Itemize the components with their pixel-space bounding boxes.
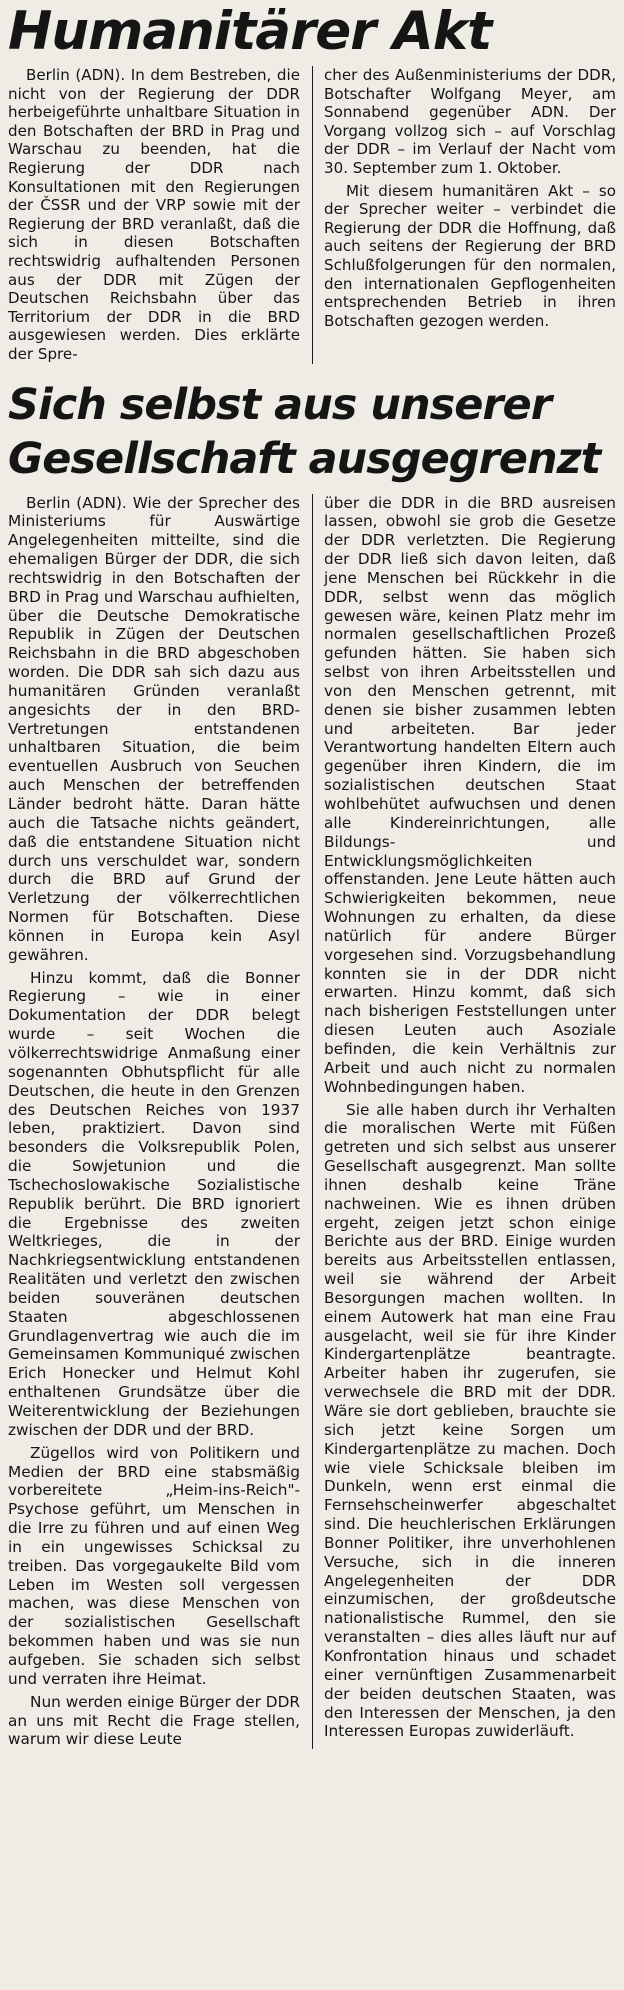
article-humanitaerer-akt [8,1,616,364]
column-divider [312,66,313,364]
paragraph: Mit diesem humanitären Akt – so der Sprecher weiter – verbindet die Regierung der DDR die Hoffnung, daß auch seitens der Regierung der BRD Schlußfolgerungen für den normalen, den internationalen Gepflogenheiten entsprechenden Betrieb in ihren Botschaften gezogen werden. [324,181,616,330]
paragraph: Berlin (ADN). Wie der Sprecher des Ministeriums für Auswärtige Angelegenheiten mitteilte, sind die ehemaligen Bürger der DDR, die sich rechtswidrig in den Botschaften der BRD in Prag und Warschau aufhielten, über die Deutsche Demokratische Republik in Zügen der Deutschen Reichsbahn in die BRD abgeschoben worden. Die DDR sah sich dazu aus humanitären Gründen veranlaßt angesichts der in den BRD-Vertretungen entstandenen unhaltbaren Situation, die beim eventuellen Ausbruch von Seuchen auch Menschen der betreffenden Länder bedroht hätte. Daran hätte auch die Tatsache nichts geändert, daß die entstandene Situation nicht durch uns verschuldet war, sondern durch die BRD auf Grund der Verletzung der völkerrechtlichen Normen für Botschaften. Diese können in Europa kein Asyl gewähren. [8,493,300,964]
headline-line: Gesellschaft ausgegrenzt [8,433,601,484]
paragraph: über die DDR in die BRD ausreisen lassen, obwohl sie grob die Gesetze der DDR verletzten. Die Regierung der DDR ließ sich davon leiten, daß jene Menschen bei Rückkehr in die DDR, selbst wenn das möglich gewesen wäre, keinen Platz mehr im normalen gesellschaftlichen Prozeß gefunden hätten. Sie haben sich selbst von ihren Arbeitsstellen und von den Menschen getrennt, mit denen sie bisher zusammen lebten und arbeiteten. Bar jeder Verantwortung handelten Eltern auch gegenüber ihren Kindern, die im sozialistischen deutschen Staat wohlbehütet aufwuchsen und denen alle Kindereinrichtungen, alle Bildungs- und Entwicklungsmöglichkeiten offenstanden. Jene Leute hätten auch Schwierigkeiten bekommen, neue Wohnungen zu erhalten, da diese natürlich für andere Bürger vorgesehen sind. Vorzugsbehandlung konnten sie in der DDR nicht erwarten. Hinzu kommt, daß sich nach bisherigen Feststellungen unter diesen Leuten auch Asoziale befinden, die kein Verhältnis zur Arbeit und auch nicht zu normalen Wohnbedingungen haben. [324,493,616,1096]
paragraph: Berlin (ADN). In dem Bestreben, die nicht von der Regierung der DDR herbeigeführte unhaltbare Situation in den Botschaften der BRD in Prag und Warschau zu beenden, hat die Regierung der DDR nach Konsultationen mit den Regierungen der ČSSR und der VRP sowie mit der Regierung der BRD veranlaßt, daß die sich in diesen Botschaften rechtswidrig aufhaltenden Personen aus der DDR mit Zügen der Deutschen Reichsbahn über das Territorium der DDR in die BRD ausgewiesen werden. Dies erklärte der Spre- [8,66,300,363]
column-left [8,66,300,364]
headline: Humanitärer Akt [8,1,492,62]
headline-line: Sich selbst aus unserer [8,379,551,430]
column-right [324,66,616,364]
column-left [8,494,300,1750]
paragraph: Nun werden einige Bürger der DDR an uns mit Recht die Frage stellen, warum wir diese Leute [8,1692,300,1749]
article-columns [8,66,616,364]
column-divider [312,494,313,1750]
article-ausgegrenzt [8,378,616,1750]
headline [8,378,616,486]
paragraph: cher des Außenministeriums der DDR, Botschafter Wolfgang Meyer, am Sonnabend gegenüber ADN. Der Vorgang vollzog sich – auf Vorschlag der DDR – im Verlauf der Nacht vom 30. September zum 1. Oktober. [324,66,616,177]
paragraph: Zügellos wird von Politikern und Medien der BRD eine stabsmäßig vorbereitete „Heim-ins-Reich"-Psychose geführt, um Menschen in die Irre zu führen und auf einen Weg in ein ungewisses Schicksal zu treiben. Das vorgegaukelte Bild vom Leben im Westen soll vergessen machen, was diese Menschen von der sozialistischen Gesellschaft bekommen haben und was sie nun aufgeben. Sie schaden sich selbst und verraten ihre Heimat. [8,1443,300,1688]
paragraph: Sie alle haben durch ihr Verhalten die moralischen Werte mit Füßen getreten und sich selbst aus unserer Gesellschaft ausgegrenzt. Man sollte ihnen deshalb keine Träne nachweinen. Wie es ihnen drüben ergeht, zeigen jetzt schon einige Berichte aus der BRD. Einige wurden bereits aus Arbeitsstellen entlassen, weil sie während der Arbeit Besorgungen machen wollten. In einem Autowerk hat man eine Frau ausgelacht, weil sie für ihre Kinder Kindergartenplätze beantragte. Arbeiter haben ihr zugerufen, sie verwechsele die BRD mit der DDR. Wäre sie dort geblieben, brauchte sie sich jetzt keine Sorgen um Kindergartenplätze zu machen. Doch wie viele Schicksale bleiben im Dunkeln, wenn erst einmal die Fernsehscheinwerfer abgeschaltet sind. Die heuchlerischen Erklärungen Bonner Politiker, ihre unverhohlenen Versuche, sich in die inneren Angelegenheiten der DDR einzumischen, der großdeutsche nationalistische Rummel, den sie veranstalten – dies alles läuft nur auf Konfrontation hinaus und schadet einer vernünftigen Zusammenarbeit der beiden deutschen Staaten, was den Interessen der Menschen, ja den Interessen Europas zuwiderläuft. [324,1100,616,1741]
paragraph: Hinzu kommt, daß die Bonner Regierung – wie in einer Dokumentation der DDR belegt wurde – seit Wochen die völkerrechtswidrige Anmaßung einer sogenannten Obhutspflicht für alle Deutschen, die heute in den Grenzen des Deutschen Reiches von 1937 leben, praktiziert. Davon sind besonders die Volksrepublik Polen, die Sowjetunion und die Tschechoslowakische Sozialistische Republik berührt. Die BRD ignoriert die Ergebnisse des zweiten Weltkrieges, die in der Nachkriegsentwicklung entstandenen Realitäten und verletzt den zwischen beiden souveränen deutschen Staaten abgeschlossenen Grundlagenvertrag wie auch die im Gemeinsamen Kommuniqué zwischen Erich Honecker und Helmut Kohl enthaltenen Grundsätze über die Weiterentwicklung der Beziehungen zwischen der DDR und der BRD. [8,968,300,1439]
article-columns [8,494,616,1750]
column-right [324,494,616,1750]
